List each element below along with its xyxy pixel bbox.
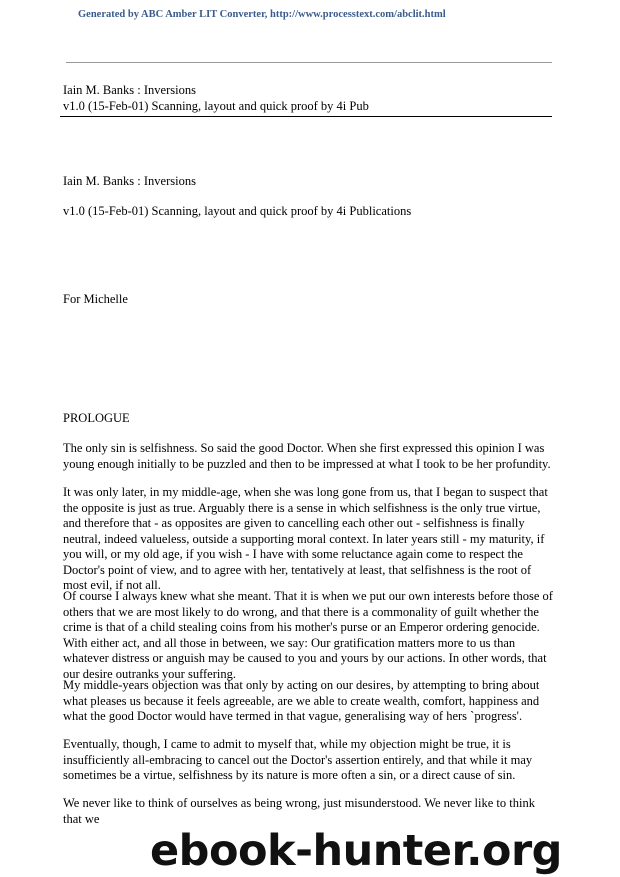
version-line: v1.0 (15-Feb-01) Scanning, layout and quick proof by 4i Publications [63, 204, 412, 218]
paragraph: We never like to think of ourselves as being wrong, just misunderstood. We never like to think that we [63, 796, 535, 826]
header-version: v1.0 (15-Feb-01) Scanning, layout and quick proof by 4i Pub [63, 99, 369, 113]
generator-banner: Generated by ABC Amber LIT Converter, http://www.processtext.com/abclit.html [78, 9, 446, 20]
paragraph: The only sin is selfishness. So said the good Doctor. When she first expressed this opinion I was young enough initially to be puzzled and then to be impressed at what I took to be her profundity. [63, 441, 551, 471]
paragraph: My middle-years objection was that only by acting on our desires, by attempting to bring about what pleases us because it feels agreeable, are we able to create wealth, comfort, happiness and what the good Doctor would have termed in that vague, generalising way of hers `progress'. [63, 678, 540, 723]
watermark: ebook-hunter.org [150, 826, 562, 876]
header-divider [60, 116, 552, 117]
top-divider [66, 62, 552, 63]
paragraph: Of course I always knew what she meant. That it is when we put our own interests before those of others that we are most likely to do wrong, and that there is a commonality of guilt whether the crime is that of a child stealing coins from his mother's purse or an Emperor ordering genocide. With either act, and all those in between, we say: Our gratification matters more to us than whatever distress or anguish may be caused to you and yours by our actions. In other words, that our desire outranks your suffering. [63, 589, 553, 681]
chapter-heading: PROLOGUE [63, 411, 130, 425]
book-title: Iain M. Banks : Inversions [63, 174, 196, 188]
paragraph: It was only later, in my middle-age, when she was long gone from us, that I began to suspect that the opposite is just as true. Arguably there is a sense in which selfishness is the only true virtue, and therefore that - as opposites are given to cancelling each other out - selfishness is finally neutral, indeed valueless, outside a supporting moral context. In later years still - my maturity, if you will, or my old age, if you wish - I have with some reluctance again come to respect the Doctor's point of view, and to agree with her, tentatively at least, that selfishness is the root of most evil, if not all. [63, 485, 548, 592]
paragraph: Eventually, though, I came to admit to myself that, while my objection might be true, it is insufficiently all-embracing to cancel out the Doctor's assertion entirely, and that while it may sometimes be a virtue, selfishness by its nature is more often a sin, or a direct cause of sin. [63, 737, 533, 782]
dedication: For Michelle [63, 292, 128, 306]
header-title: Iain M. Banks : Inversions [63, 83, 196, 97]
